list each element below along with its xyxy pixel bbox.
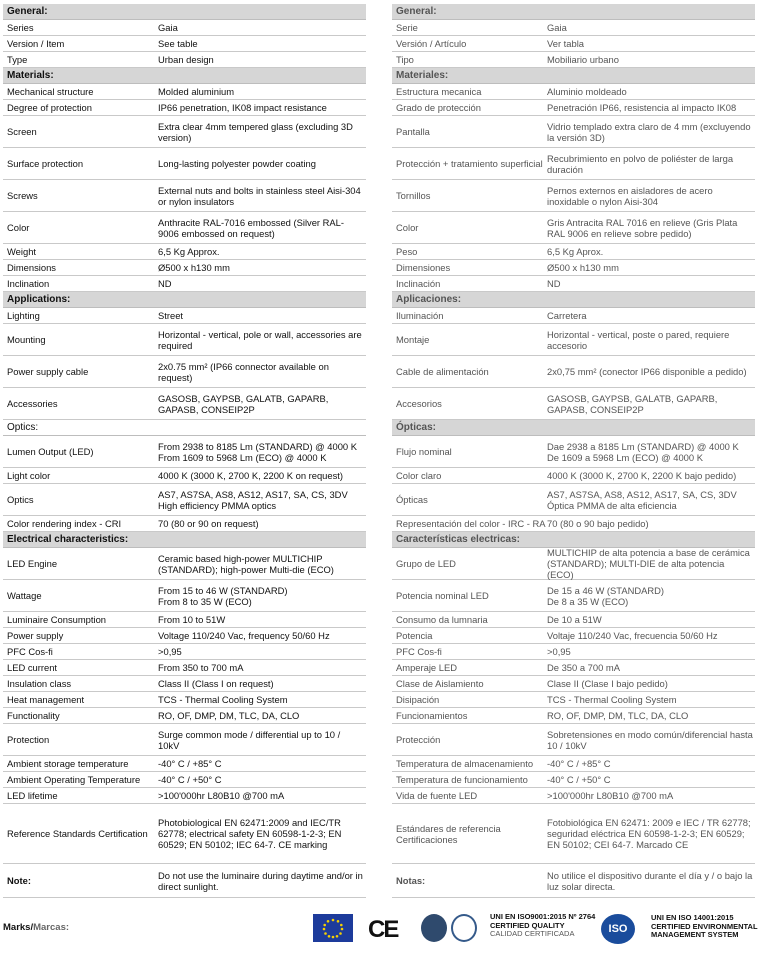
spec-value: Street <box>158 310 184 321</box>
spec-row <box>392 708 755 724</box>
spec-label: Amperaje LED <box>396 662 457 673</box>
spec-row <box>3 724 366 756</box>
spec-label: Protección <box>396 734 441 745</box>
spec-row <box>392 388 755 420</box>
spec-label: Color <box>7 222 30 233</box>
spec-label: Screen <box>7 126 37 137</box>
spec-value: See table <box>158 38 198 49</box>
spec-label: Iluminación <box>396 310 444 321</box>
spec-value: >100'000hr L80B10 @700 mA <box>158 790 285 801</box>
spec-row <box>3 308 366 324</box>
spec-value: GASOSB, GAYPSB, GALATB, GAPARB, GAPASB, CONSEIP2P <box>547 392 718 415</box>
spec-value: Do not use the luminaire during daytime and/or in direct sunlight. <box>158 869 363 892</box>
spec-label: Potencia nominal LED <box>396 590 489 601</box>
spec-label: Color claro <box>396 470 442 481</box>
spec-label: Light color <box>7 470 51 481</box>
spec-value: >100'000hr L80B10 @700 mA <box>547 790 674 801</box>
spec-value: From 350 to 700 mA <box>158 662 244 673</box>
spec-label: PFC Cos-fi <box>396 646 442 657</box>
section-header: General: <box>392 4 755 20</box>
spec-row <box>3 324 366 356</box>
spec-row <box>3 772 366 788</box>
spec-row <box>3 260 366 276</box>
spec-row <box>392 580 755 612</box>
spec-value: AS7, AS7SA, AS8, AS12, AS17, SA, CS, 3DV High efficiency PMMA optics <box>158 488 348 511</box>
spec-label: Ambient storage temperature <box>7 758 129 769</box>
spec-row <box>392 52 755 68</box>
spec-label: Cable de alimentación <box>396 366 489 377</box>
spec-value: ND <box>158 278 172 289</box>
spec-label: Grado de protección <box>396 102 481 113</box>
spec-label: Note: <box>7 875 31 886</box>
spec-value: Horizontal - vertical, pole or wall, accessories are required <box>158 328 362 351</box>
section-header: Materials: <box>3 68 366 84</box>
spec-row <box>3 84 366 100</box>
spec-label: Reference Standards Certification <box>7 828 148 839</box>
spec-row <box>3 804 366 864</box>
spec-row <box>392 484 755 516</box>
spec-row <box>3 756 366 772</box>
atom-certification-icon <box>451 914 477 942</box>
spec-row <box>392 660 755 676</box>
spec-label: Tornillos <box>396 190 431 201</box>
spec-label: Grupo de LED <box>396 558 456 569</box>
spec-value: Ver tabla <box>547 38 585 49</box>
spec-label: Notas: <box>396 875 426 886</box>
quality-certification-text: UNI EN ISO9001:2015 Nº 2764 CERTIFIED QUALITY CALIDAD CERTIFICADA <box>490 912 596 938</box>
certification-seal-icon <box>421 914 447 942</box>
spec-value: -40° C / +85° C <box>158 758 222 769</box>
spec-label: Disipación <box>396 694 440 705</box>
spec-row <box>3 244 366 260</box>
spec-value: Sobretensiones en modo común/diferencial hasta 10 / 10kV <box>547 728 753 751</box>
spec-value: Gaia <box>158 22 178 33</box>
section-header: Ópticas: <box>392 420 755 436</box>
spec-value: De 10 a 51W <box>547 614 602 625</box>
spec-value: Surge common mode / differential up to 10 / 10kV <box>158 728 341 751</box>
spec-value: Gris Antracita RAL 7016 en relieve (Gris Plata RAL 9006 en relieve sobre pedido) <box>547 216 738 239</box>
spec-row <box>392 692 755 708</box>
spec-label: LED Engine <box>7 558 58 569</box>
spec-label: PFC Cos-fi <box>7 646 53 657</box>
spec-value: 6,5 Kg Aprox. <box>547 246 604 257</box>
spec-label: LED lifetime <box>7 790 58 801</box>
spec-value: Dae 2938 a 8185 Lm (STANDARD) @ 4000 K De 1609 a 5968 Lm (ECO) @ 4000 K <box>547 440 739 463</box>
spec-label: Accessories <box>7 398 58 409</box>
section-header: General: <box>3 4 366 20</box>
spec-value: Carretera <box>547 310 587 321</box>
spec-row <box>392 148 755 180</box>
spec-value: External nuts and bolts in stainless steel Aisi-304 or nylon insulators <box>158 184 361 207</box>
spec-row <box>3 36 366 52</box>
spec-label: Versión / Artículo <box>396 38 467 49</box>
spec-row <box>392 756 755 772</box>
spec-value: ND <box>547 278 561 289</box>
spec-row <box>392 244 755 260</box>
spec-value: Voltage 110/240 Vac, frequency 50/60 Hz <box>158 630 330 641</box>
spec-row <box>392 436 755 468</box>
spec-row <box>3 212 366 244</box>
spec-label: LED current <box>7 662 58 673</box>
spec-row <box>3 180 366 212</box>
spec-row <box>392 628 755 644</box>
spec-row <box>392 116 755 148</box>
spec-value: Photobiological EN 62471:2009 and IEC/TR 62778; electrical safety EN 60598-1-2-3; EN 60529; EN 50102; IEC 64-7. CE marking <box>158 817 342 850</box>
spec-row <box>392 468 755 484</box>
spec-row <box>3 388 366 420</box>
spec-label: Mechanical structure <box>7 86 94 97</box>
spec-label: Serie <box>396 22 418 33</box>
spec-row <box>392 100 755 116</box>
spec-row <box>392 276 755 292</box>
section-header: Características electricas: <box>392 532 755 548</box>
spec-row <box>392 308 755 324</box>
spec-row <box>392 676 755 692</box>
spec-label: Clase de Aislamiento <box>396 678 484 689</box>
spec-label: Version / Item <box>7 38 65 49</box>
spec-row <box>3 516 366 532</box>
spec-row <box>392 212 755 244</box>
spec-label: Accesorios <box>396 398 442 409</box>
spec-label: Power supply <box>7 630 64 641</box>
section-header: Electrical characteristics: <box>3 532 366 548</box>
spec-row <box>3 148 366 180</box>
spec-value: Ceramic based high-power MULTICHIP (STANDARD); high-power Multi-die (ECO) <box>158 552 334 575</box>
spec-label: Weight <box>7 246 37 257</box>
spec-value: From 15 to 46 W (STANDARD) From 8 to 35 W (ECO) <box>158 584 288 607</box>
spec-value: 6,5 Kg Approx. <box>158 246 220 257</box>
spec-row <box>392 724 755 756</box>
spec-value: RO, OF, DMP, DM, TLC, DA, CLO <box>547 710 689 721</box>
spec-value: 4000 K (3000 K, 2700 K, 2200 K on request) <box>158 470 344 481</box>
spec-value: From 2938 to 8185 Lm (STANDARD) @ 4000 K From 1609 to 5968 Lm (ECO) @ 4000 K <box>158 440 358 463</box>
spec-row <box>392 516 755 532</box>
spec-row <box>3 644 366 660</box>
spec-row <box>3 580 366 612</box>
spec-row <box>3 864 366 898</box>
spec-label: Representación del color - IRC - RA <box>396 518 546 529</box>
spec-value: Ø500 x h130 mm <box>158 262 230 273</box>
spec-label: Consumo da lumnaria <box>396 614 488 625</box>
spec-value: 2x0.75 mm² (IP66 connector available on request) <box>158 360 329 383</box>
spec-row <box>3 100 366 116</box>
spec-row <box>3 660 366 676</box>
spec-row <box>3 116 366 148</box>
spec-label: Tipo <box>396 54 414 65</box>
spec-label: Insulation class <box>7 678 72 689</box>
spec-label: Pantalla <box>396 126 430 137</box>
spec-label: Degree of protection <box>7 102 92 113</box>
spec-label: Color rendering index - CRI <box>7 518 122 529</box>
spec-label: Ambient Operating Temperature <box>7 774 141 785</box>
spec-row <box>392 180 755 212</box>
spec-row <box>3 788 366 804</box>
spec-label: Luminaire Consumption <box>7 614 107 625</box>
spec-value: 2x0,75 mm² (conector IP66 disponible a pedido) <box>547 366 747 377</box>
spec-value: No utilice el dispositivo durante el día y / o bajo la luz solar directa. <box>547 869 753 892</box>
spec-row <box>3 548 366 580</box>
spec-row <box>3 468 366 484</box>
spec-value: Anthracite RAL-7016 embossed (Silver RAL-9006 embossed on request) <box>158 216 345 239</box>
spec-row <box>3 612 366 628</box>
spec-row <box>392 548 755 580</box>
spec-label: Inclinación <box>396 278 441 289</box>
spec-row <box>392 772 755 788</box>
spec-label: Series <box>7 22 34 33</box>
spec-row <box>3 628 366 644</box>
spec-row <box>392 260 755 276</box>
spec-value: Ø500 x h130 mm <box>547 262 619 273</box>
spec-label: Type <box>7 54 28 65</box>
spec-value: Class II (Class I on request) <box>158 678 274 689</box>
spec-value: Aluminio moldeado <box>547 86 627 97</box>
spec-label: Ópticas <box>396 494 428 505</box>
spec-value: RO, OF, DMP, DM, TLC, DA, CLO <box>158 710 300 721</box>
spec-label: Lumen Output (LED) <box>7 446 94 457</box>
spec-value: Vidrio templado extra claro de 4 mm (excluyendo la versión 3D) <box>547 120 751 143</box>
spec-value: TCS - Thermal Cooling System <box>547 694 677 705</box>
spec-label: Power supply cable <box>7 366 89 377</box>
spec-value: GASOSB, GAYPSB, GALATB, GAPARB, GAPASB, CONSEIP2P <box>158 392 329 415</box>
marks-label: Marks/Marcas: <box>3 922 70 933</box>
spec-label: Estructura mecanica <box>396 86 482 97</box>
spec-value: -40° C / +50° C <box>158 774 222 785</box>
spec-label: Estándares de referencia Certificaciones <box>396 822 501 845</box>
spec-label: Color <box>396 222 419 233</box>
spec-value: Penetración IP66, resistencia al impacto IK08 <box>547 102 737 113</box>
environmental-certification-text: UNI EN ISO 14001:2015 CERTIFIED ENVIRONMENTAL MANAGEMENT SYSTEM <box>651 913 758 939</box>
spec-row <box>392 644 755 660</box>
spec-label: Dimensiones <box>396 262 451 273</box>
spec-row <box>392 864 755 898</box>
spec-row <box>3 20 366 36</box>
spec-value: 4000 K (3000 K, 2700 K, 2200 K bajo pedido) <box>547 470 737 481</box>
section-header: Optics: <box>3 420 366 436</box>
spec-label: Vida de fuente LED <box>396 790 478 801</box>
spec-label: Mounting <box>7 334 46 345</box>
spec-row <box>3 484 366 516</box>
spec-label: Protection <box>7 734 50 745</box>
section-header: Applications: <box>3 292 366 308</box>
spec-value: Voltaje 110/240 Vac, frecuencia 50/60 Hz <box>547 630 718 641</box>
spec-label: Dimensions <box>7 262 56 273</box>
spec-value: Clase II (Clase I bajo pedido) <box>547 678 668 689</box>
spec-value: De 350 a 700 mA <box>547 662 620 673</box>
spec-value: Horizontal - vertical, poste o pared, requiere accesorio <box>547 328 730 351</box>
spec-value: Gaia <box>547 22 567 33</box>
spec-label: Funcionamientos <box>396 710 468 721</box>
spec-value: From 10 to 51W <box>158 614 226 625</box>
spec-label: Heat management <box>7 694 85 705</box>
spec-value: -40° C / +85° C <box>547 758 611 769</box>
spec-value: Mobiliario urbano <box>547 54 619 65</box>
spec-value: Extra clear 4mm tempered glass (excluding 3D version) <box>158 120 353 143</box>
spec-row <box>392 356 755 388</box>
spec-value: Pernos externos en aisladores de acero inoxidable o nylon Aisi-304 <box>547 184 713 207</box>
spec-label: Functionality <box>7 710 60 721</box>
spec-row <box>3 708 366 724</box>
spec-row <box>392 84 755 100</box>
section-header: Aplicaciones: <box>392 292 755 308</box>
spec-row <box>3 676 366 692</box>
spec-value: -40° C / +50° C <box>547 774 611 785</box>
spec-value: >0,95 <box>158 646 182 657</box>
spec-row <box>392 788 755 804</box>
spec-row <box>392 804 755 864</box>
spec-table-spanish <box>392 4 755 898</box>
spec-label: Protección + tratamiento superficial <box>396 158 543 169</box>
spec-value: 70 (80 or 90 on request) <box>158 518 259 529</box>
spec-label: Lighting <box>7 310 40 321</box>
spec-value: De 15 a 46 W (STANDARD) De 8 a 35 W (ECO) <box>547 584 665 607</box>
spec-value: Molded aluminium <box>158 86 235 97</box>
spec-value: TCS - Thermal Cooling System <box>158 694 288 705</box>
spec-table-english <box>3 4 366 898</box>
spec-value: Long-lasting polyester powder coating <box>158 158 316 169</box>
spec-row <box>3 276 366 292</box>
marks-footer <box>0 900 758 955</box>
spec-value: Recubrimiento en polvo de poliéster de larga duración <box>547 152 734 175</box>
spec-row <box>392 612 755 628</box>
spec-row <box>3 436 366 468</box>
spec-row <box>3 356 366 388</box>
spec-value: AS7, AS7SA, AS8, AS12, AS17, SA, CS, 3DV Óptica PMMA de alta eficiencia <box>547 488 737 511</box>
spec-label: Peso <box>396 246 418 257</box>
spec-value: IP66 penetration, IK08 impact resistance <box>158 102 327 113</box>
spec-label: Flujo nominal <box>396 446 452 457</box>
iso-logo-icon: ISO <box>601 914 635 944</box>
spec-label: Temperatura de funcionamiento <box>396 774 528 785</box>
spec-label: Surface protection <box>7 158 84 169</box>
spec-row <box>392 20 755 36</box>
spec-row <box>392 324 755 356</box>
spec-label: Wattage <box>7 590 42 601</box>
spec-row <box>3 52 366 68</box>
spec-row <box>392 36 755 52</box>
spec-label: Temperatura de almacenamiento <box>396 758 534 769</box>
spec-label: Optics <box>7 494 34 505</box>
section-header: Materiales: <box>392 68 755 84</box>
spec-value: Urban design <box>158 54 214 65</box>
spec-label: Potencia <box>396 630 433 641</box>
spec-value: 70 (80 o 90 bajo pedido) <box>547 518 649 529</box>
spec-value: Fotobiológica EN 62471: 2009 e IEC / TR 62778; seguridad eléctrica EN 60598-1-2-3; EN 60529; EN 50102; CEI 64-7. Marcado CE <box>547 817 751 850</box>
eu-flag-icon <box>313 914 353 942</box>
spec-label: Inclination <box>7 278 50 289</box>
spec-value: >0,95 <box>547 646 571 657</box>
spec-row <box>3 692 366 708</box>
spec-value: MULTICHIP de alta potencia a base de cerámica (STANDARD); MULTI-DIE de alta potencia (ECO) <box>547 547 750 580</box>
spec-label: Screws <box>7 190 38 201</box>
spec-label: Montaje <box>396 334 430 345</box>
ce-mark: CE <box>368 916 398 943</box>
